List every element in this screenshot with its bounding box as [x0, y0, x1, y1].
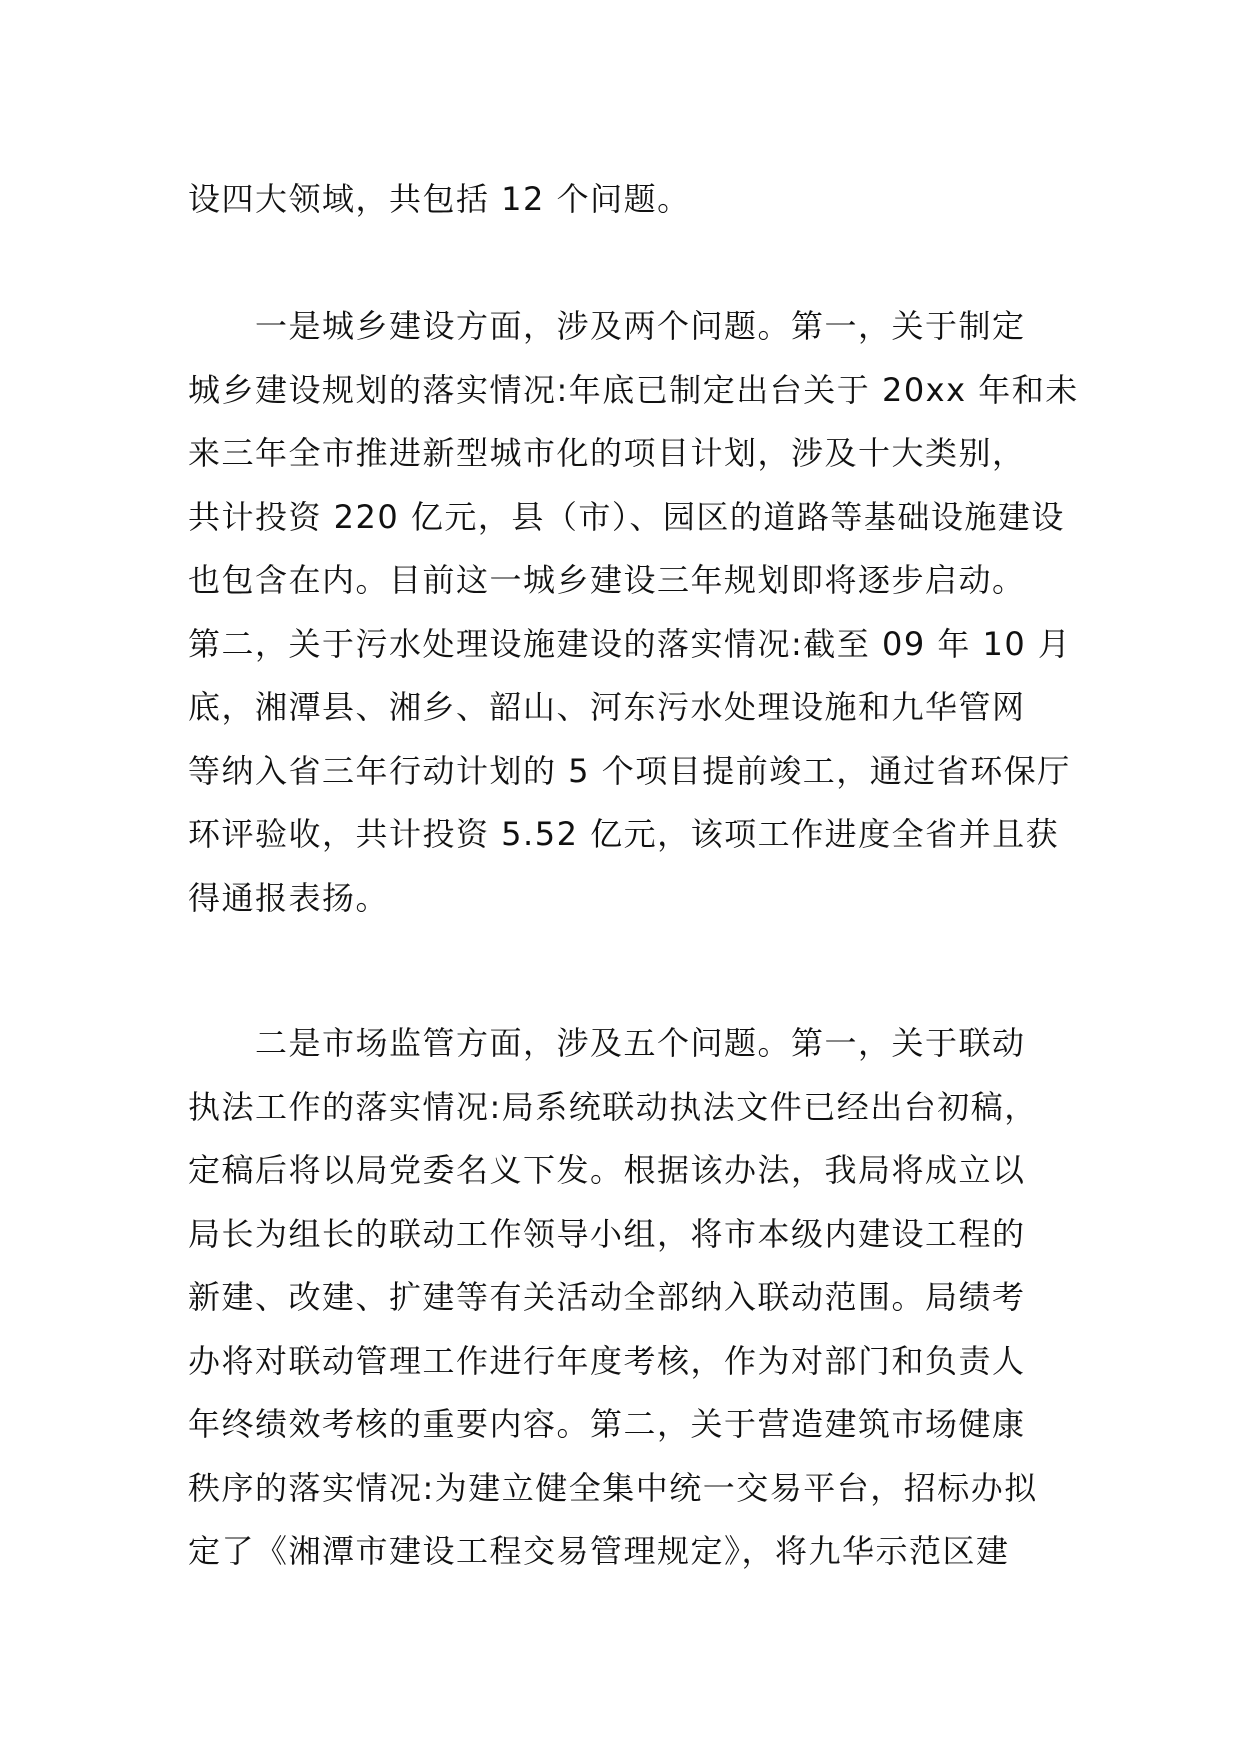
text-line: 办将对联动管理工作进行年度考核，作为对部门和负责人 [188, 1341, 1026, 1380]
paragraph-continuation [188, 168, 1054, 232]
text-line: 环评验收，共计投资 5.52 亿元，该项工作进度全省并且获 [188, 815, 1060, 853]
text-line: 设四大领域，共包括 12 个问题。 [188, 180, 691, 218]
paragraph-market-supervision [188, 1012, 1054, 1584]
text-line: 二是市场监管方面，涉及五个问题。第一，关于联动 [188, 1024, 1026, 1062]
text-line: 底，湘潭县、湘乡、韶山、河东污水处理设施和九华管网 [188, 688, 1026, 726]
text-line: 等纳入省三年行动计划的 5 个项目提前竣工，通过省环保厅 [188, 751, 1071, 790]
text-line: 第二，关于污水处理设施建设的落实情况:截至 09 年 10 月 [188, 624, 1072, 663]
text-line: 定了《湘潭市建设工程交易管理规定》，将九华示范区建 [188, 1532, 1010, 1570]
text-line: 也包含在内。目前这一城乡建设三年规划即将逐步启动。 [188, 561, 1026, 599]
text-line: 得通报表扬。 [188, 878, 390, 917]
text-line: 执法工作的落实情况:局系统联动执法文件已经出台初稿， [188, 1087, 1038, 1126]
text-line: 城乡建设规划的落实情况:年底已制定出台关于 20xx 年和未 [188, 370, 1079, 409]
text-line: 来三年全市推进新型城市化的项目计划，涉及十大类别， [188, 434, 1026, 472]
text-line: 定稿后将以局党委名义下发。根据该办法，我局将成立以 [188, 1151, 1026, 1189]
text-line: 新建、改建、扩建等有关活动全部纳入联动范围。局绩考 [188, 1278, 1026, 1316]
text-line: 局长为组长的联动工作领导小组，将市本级内建设工程的 [188, 1214, 1026, 1253]
text-line: 一是城乡建设方面，涉及两个问题。第一，关于制定 [188, 307, 1026, 345]
text-line: 秩序的落实情况:为建立健全集中统一交易平台，招标办拟 [188, 1468, 1038, 1507]
paragraph-urban-rural-construction [188, 295, 1079, 930]
text-line: 年终绩效考核的重要内容。第二，关于营造建筑市场健康 [188, 1405, 1026, 1443]
text-line: 共计投资 220 亿元，县（市）、园区的道路等基础设施建设 [188, 497, 1065, 536]
